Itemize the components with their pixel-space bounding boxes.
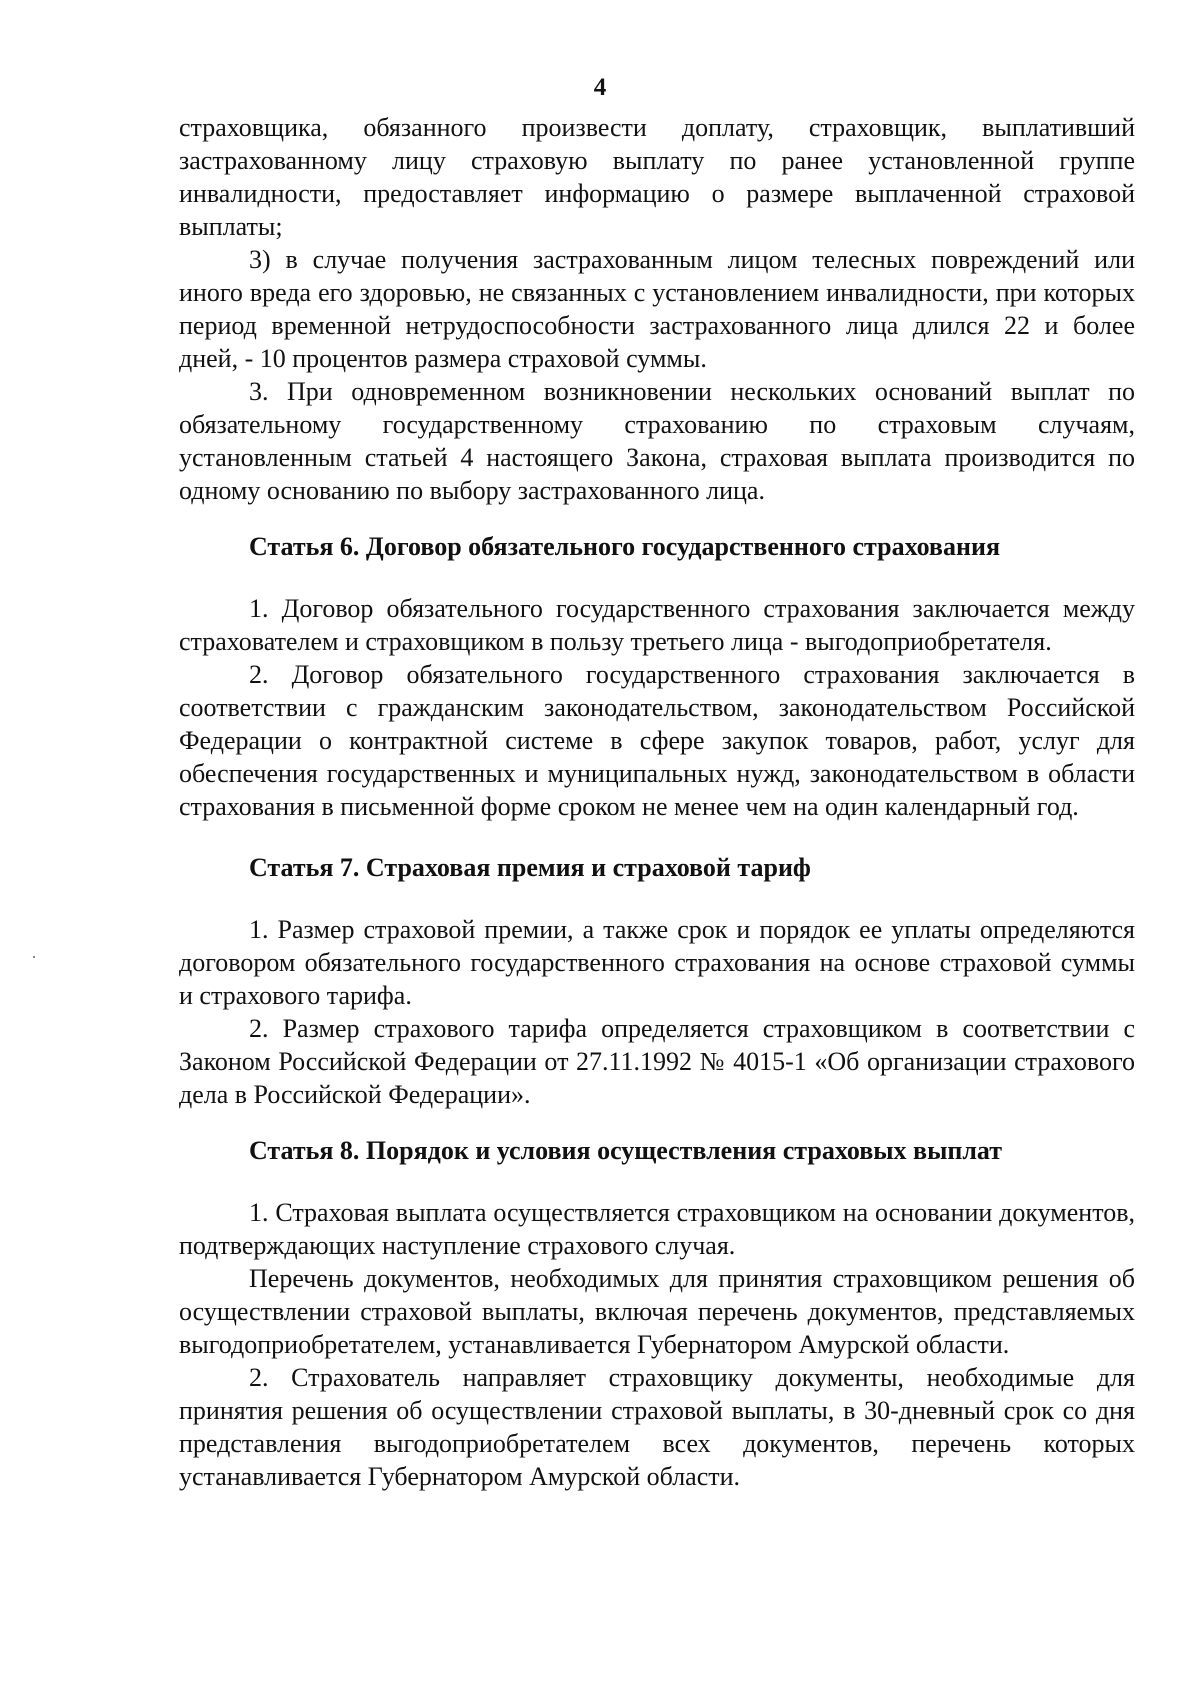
paragraph: 2. Размер страхового тарифа определяется страховщиком в соответствии с Законом Российской Федерации от 27.11.1992 № 4015-1 «Об организации страхового дела в Российской Федерации». [179, 1014, 1135, 1109]
paragraph: 3. При одновременном возникновении нескольких оснований выплат по обязательному государственному страхованию по страховым случаям, установленным статьей 4 настоящего Закона, страховая выплата производится по одному основанию по выбору застрахованного лица. [179, 377, 1135, 505]
paragraph: страховщика, обязанного произвести доплату, страховщик, выплативший застрахованному лицу страховую выплату по ранее установленной группе инвалидности, предоставляет информацию о размере выплаченной страховой выплаты; [179, 113, 1135, 241]
paragraph: 1. Договор обязательного государственного страхования заключается между страхователем и страховщиком в пользу третьего лица - выгодоприобретателя. [179, 594, 1135, 656]
paragraph: 1. Размер страховой премии, а также срок и порядок ее уплаты определяются договором обязательного государственного страхования на основе страховой суммы и страхового тарифа. [179, 915, 1135, 1010]
article-7-heading: Статья 7. Страховая премия и страховой тариф [249, 853, 811, 882]
page-number: 4 [593, 74, 607, 101]
scan-artifact-dot [33, 956, 35, 958]
paragraph: 2. Договор обязательного государственного страхования заключается в соответствии с гражданским законодательством, законодательством Российской Федерации о контрактной системе в сфере закупок товаров, работ, услуг для обеспечения государственных и муниципальных нужд, законодательством в области страхования в письменной форме сроком не менее чем на один календарный год. [179, 660, 1135, 821]
document-body [179, 111, 1135, 1493]
paragraph: 3) в случае получения застрахованным лицом телесных повреждений или иного вреда его здоровью, не связанных с установлением инвалидности, при которых период временной нетрудоспособности застрахованного лица длился 22 и более дней, - 10 процентов размера страховой суммы. [179, 245, 1135, 373]
paragraph: Перечень документов, необходимых для принятия страховщиком решения об осуществлении страховой выплаты, включая перечень документов, представляемых выгодоприобретателем, устанавливается Губернатором Амурской области. [179, 1264, 1135, 1359]
article-6-heading: Статья 6. Договор обязательного государственного страхования [249, 532, 1001, 561]
article-8-heading: Статья 8. Порядок и условия осуществления страховых выплат [249, 1136, 1003, 1165]
paragraph: 1. Страховая выплата осуществляется страховщиком на основании документов, подтверждающих наступление страхового случая. [179, 1198, 1135, 1260]
paragraph: 2. Страхователь направляет страховщику документы, необходимые для принятия решения об осуществлении страховой выплаты, в 30-дневный срок со дня представления выгодоприобретателем всех документов, перечень которых устанавливается Губернатором Амурской области. [179, 1363, 1135, 1491]
